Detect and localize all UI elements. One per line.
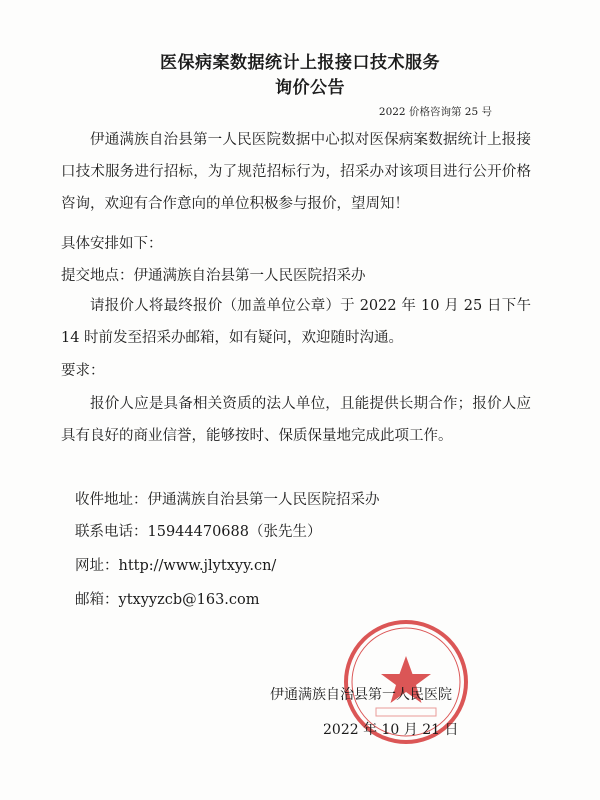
requirements-paragraph: 报价人应是具备相关资质的法人单位，且能提供长期合作；报价人应具有良好的商业信誉，能够按时、保质保量地完成此项工作。: [61, 396, 531, 444]
website-link[interactable]: 网址：http://www.jlytxyy.cn/: [75, 558, 277, 574]
submit-location: 提交地点：伊通满族自治县第一人民医院招采办: [61, 268, 366, 284]
document-number: 2022 价格咨询第 25 号: [378, 106, 492, 118]
arrangement-heading: 具体安排如下：: [61, 236, 163, 252]
signature-date: 2022 年 10 月 21 日: [323, 722, 459, 738]
title-line-1: 医保病案数据统计上报接口技术服务: [160, 53, 440, 73]
email-link[interactable]: 邮箱：ytxyyzcb@163.com: [75, 592, 260, 608]
title-line-2: 询价公告: [275, 78, 345, 98]
contact-phone: 联系电话：15944470688（张先生）: [75, 524, 322, 540]
receive-address: 收件地址：伊通满族自治县第一人民医院招采办: [75, 492, 380, 508]
submission-paragraph: 请报价人将最终报价（加盖单位公章）于 2022 年 10 月 25 日下午 14 时前发至招采办邮箱，如有疑问，欢迎随时沟通。: [61, 298, 531, 346]
intro-paragraph: 伊通满族自治县第一人民医院数据中心拟对医保病案数据统计上报接口技术服务进行招标，为了规范招标行为，招采办对该项目进行公开价格咨询，欢迎有合作意向的单位积极参与报价，望周知！: [61, 132, 531, 212]
requirements-heading: 要求：: [61, 363, 105, 379]
signature-organization: 伊通满族自治县第一人民医院: [270, 687, 452, 703]
